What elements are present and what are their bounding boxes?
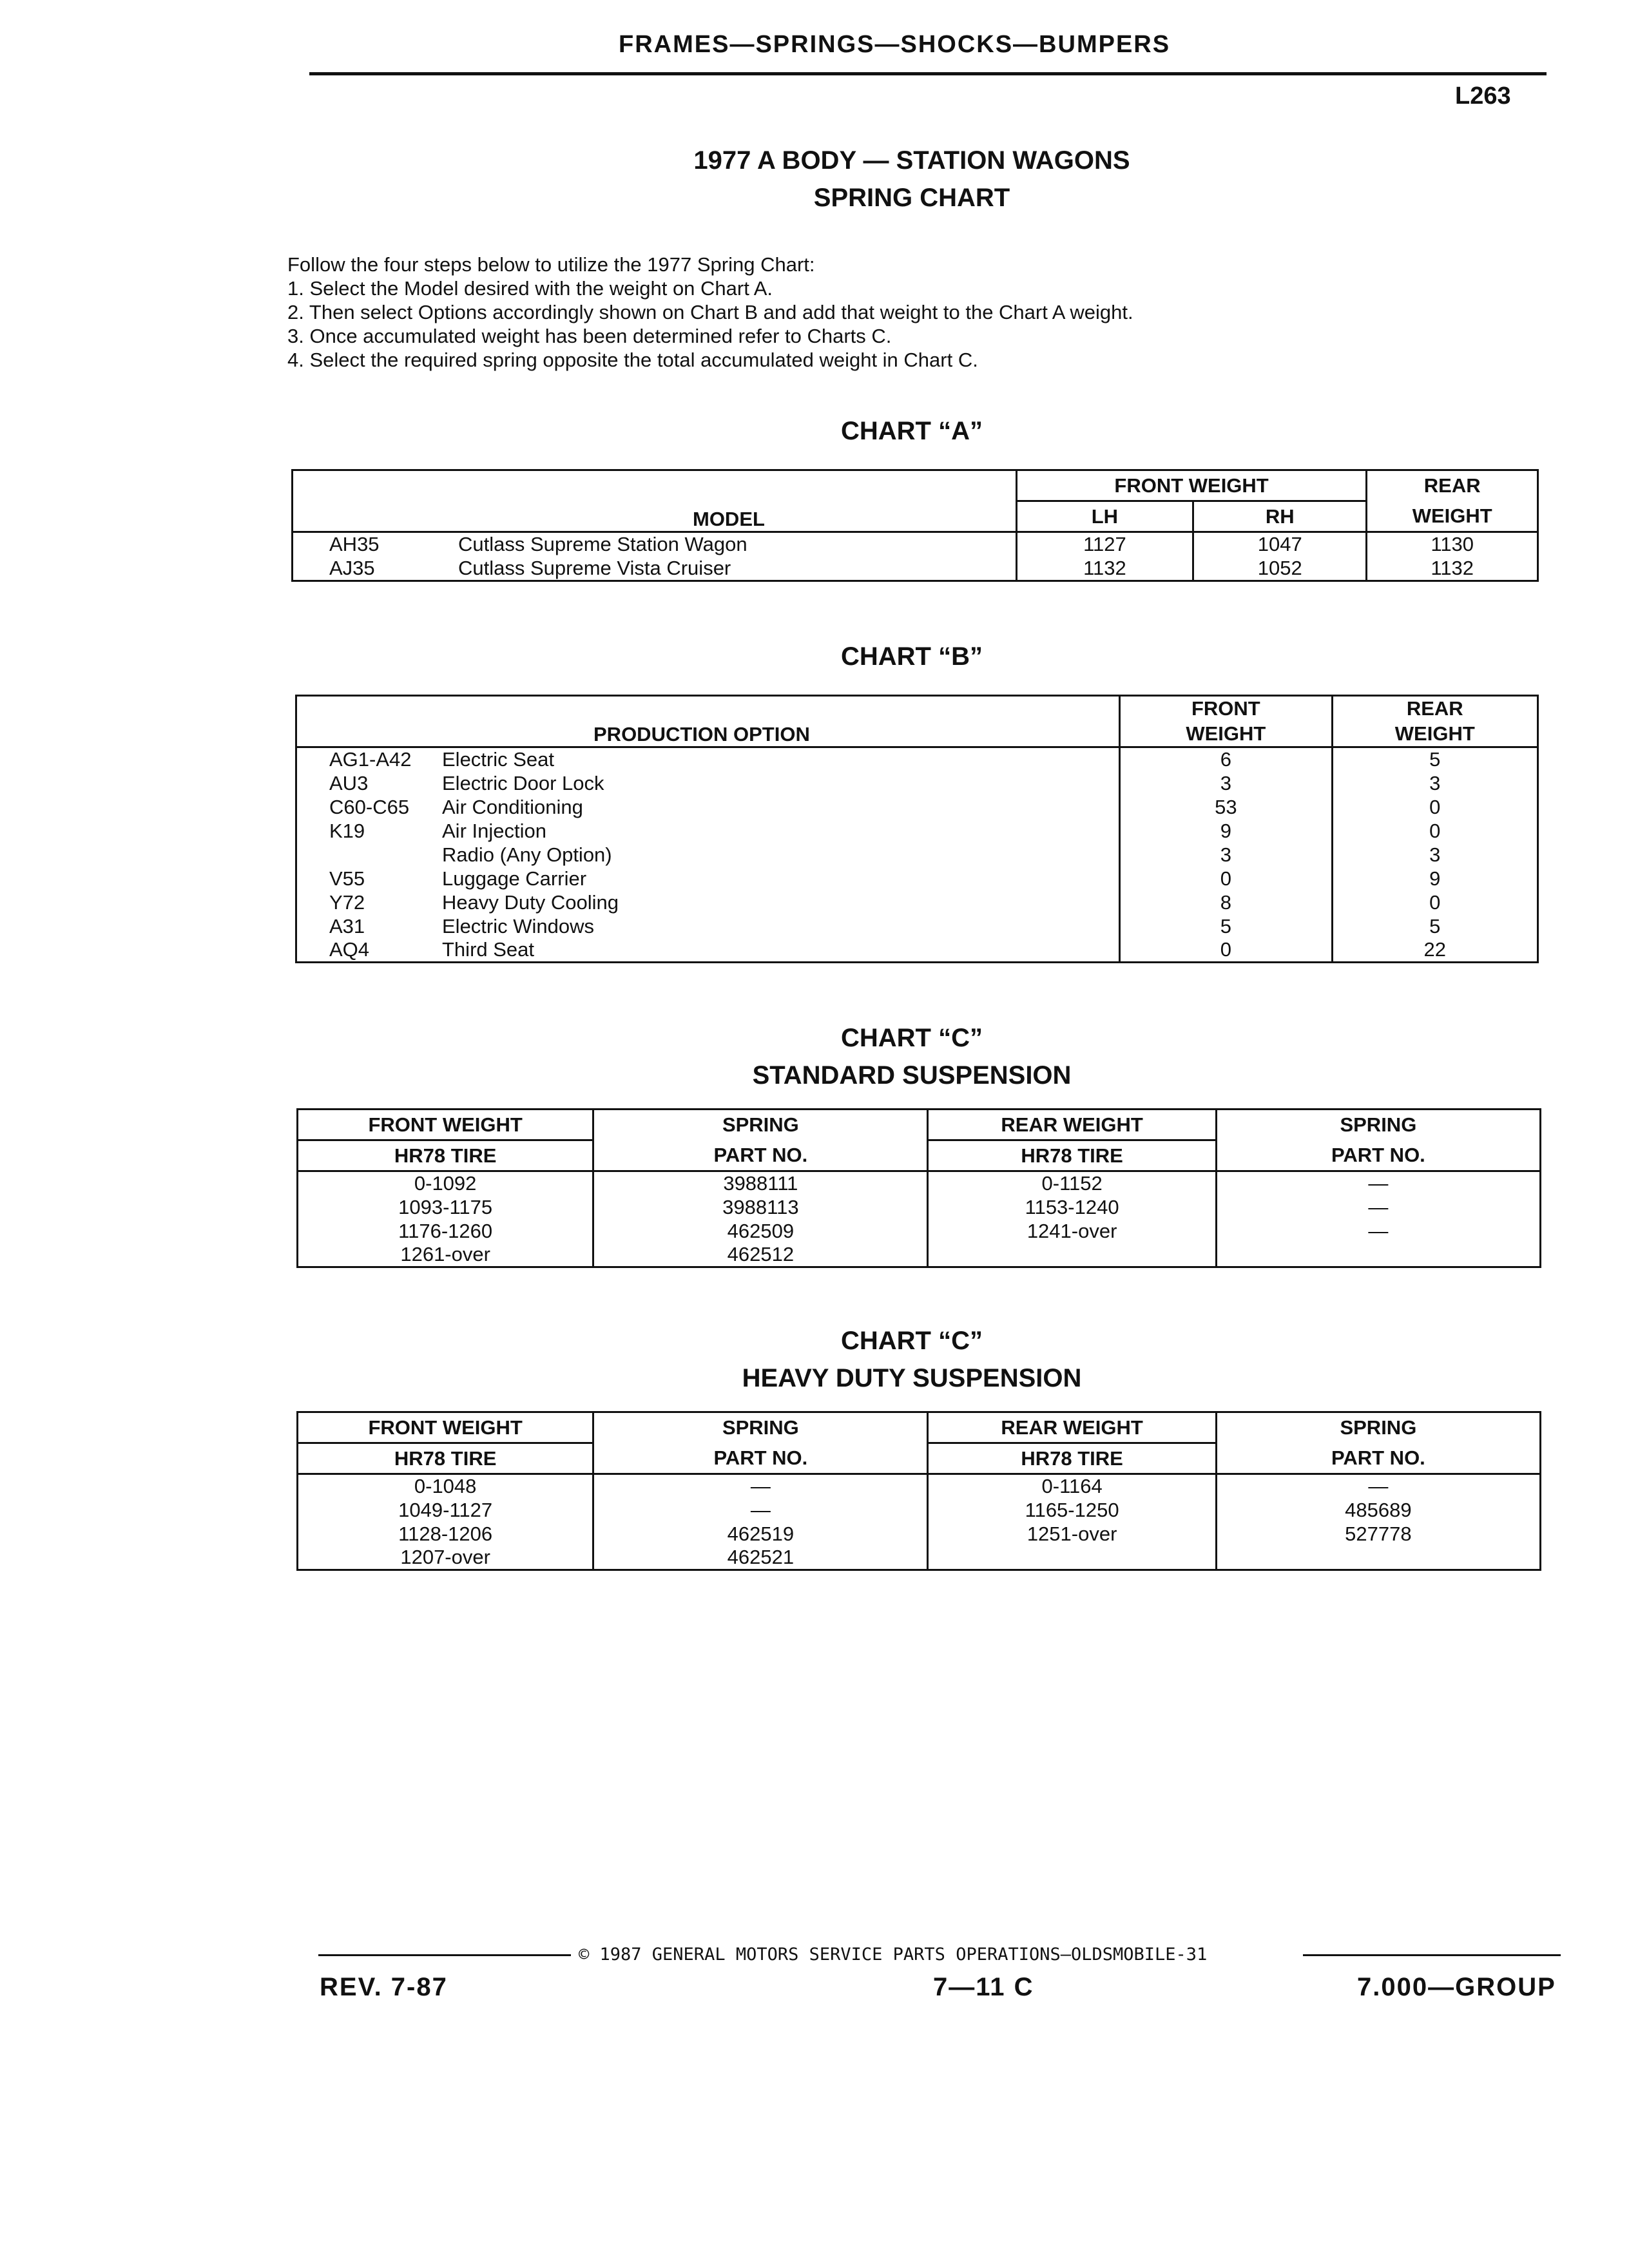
chart-b-code: AU3 xyxy=(329,771,369,794)
chart-a-rear-header-line1: REAR xyxy=(1367,470,1538,501)
chart-c-std-part2-header: PART NO. xyxy=(1216,1140,1540,1171)
chart-b-front-weight: 8 xyxy=(1120,890,1332,914)
document-title xyxy=(0,142,1629,216)
chart-b-rear-weight: 22 xyxy=(1332,938,1537,963)
chart-a-lh: 1132 xyxy=(1016,557,1193,581)
chart-b-rear-weight: 0 xyxy=(1332,795,1537,819)
chart-c-std-front-spring-part: 3988111 xyxy=(593,1171,928,1196)
chart-b-code: V55 xyxy=(329,867,365,890)
chart-c-heavy-table xyxy=(296,1411,1541,1571)
chart-c-hd-rear-weight-range: 1251-over xyxy=(928,1522,1216,1546)
chart-c-std-front-tire-header: HR78 TIRE xyxy=(298,1140,593,1171)
instruction-line: 2. Then select Options accordingly shown on Chart B and add that weight to the Chart A weight. xyxy=(287,301,1133,323)
chart-b-option-name: Third Seat xyxy=(442,938,535,961)
chart-b-option-name: Radio (Any Option) xyxy=(442,843,612,866)
chart-c-std-rear-spring-part: — xyxy=(1216,1171,1540,1196)
chart-b-option-header: PRODUCTION OPTION xyxy=(296,696,1120,747)
chart-a-code: AJ35 xyxy=(329,556,375,579)
chart-c-hd-part-header: PART NO. xyxy=(593,1443,928,1474)
page-code: L263 xyxy=(1455,82,1511,110)
chart-c-standard-title-line1: CHART “C” xyxy=(841,1024,983,1052)
chart-b-rear-weight: 5 xyxy=(1332,747,1537,772)
chart-c-std-front-weight-range: 1261-over xyxy=(298,1243,593,1267)
chart-a-title: CHART “A” xyxy=(841,417,983,445)
chart-b-rear-weight: 9 xyxy=(1332,867,1537,890)
chart-c-std-rear-spring-part: — xyxy=(1216,1219,1540,1243)
chart-c-std-front-spring-part: 462512 xyxy=(593,1243,928,1267)
chart-b-front-header-line2: WEIGHT xyxy=(1120,722,1332,747)
chart-c-std-front-weight-range: 1176-1260 xyxy=(298,1219,593,1243)
table-row xyxy=(296,867,1538,890)
table-row xyxy=(296,938,1538,963)
chart-c-hd-rear-spring-part: 485689 xyxy=(1216,1498,1540,1522)
table-row xyxy=(296,914,1538,938)
table-row xyxy=(296,795,1538,819)
chart-c-hd-front-weight-range: 0-1048 xyxy=(298,1474,593,1499)
chart-a-lh-header: LH xyxy=(1016,501,1193,532)
table-row xyxy=(298,1498,1541,1522)
chart-b-option-name: Electric Windows xyxy=(442,914,594,937)
chart-b-rear-weight: 3 xyxy=(1332,843,1537,867)
chart-c-std-rear-weight-range: 0-1152 xyxy=(928,1171,1216,1196)
chart-b-front-header-line1: FRONT xyxy=(1120,696,1332,722)
chart-c-std-rear-spring-part xyxy=(1216,1243,1540,1267)
chart-c-std-front-weight-range: 1093-1175 xyxy=(298,1195,593,1219)
header-rule xyxy=(309,72,1547,75)
chart-b-code: AQ4 xyxy=(329,938,370,961)
table-row xyxy=(296,843,1538,867)
chart-c-hd-rear-weight-range: 0-1164 xyxy=(928,1474,1216,1499)
footer-rule-right xyxy=(1303,1954,1561,1956)
chart-c-std-front-spring-part: 462509 xyxy=(593,1219,928,1243)
chart-c-hd-front-spring-part: 462519 xyxy=(593,1522,928,1546)
chart-b-code: A31 xyxy=(329,914,365,937)
chart-c-std-part-header: PART NO. xyxy=(593,1140,928,1171)
chart-c-std-spring2-header: SPRING xyxy=(1216,1110,1540,1140)
chart-a-rear-header-line2: WEIGHT xyxy=(1367,501,1538,532)
chart-b-code: AG1-A42 xyxy=(329,748,412,771)
instruction-line: 1. Select the Model desired with the weight on Chart A. xyxy=(287,277,773,300)
document-title-line1: 1977 A BODY — STATION WAGONS xyxy=(693,146,1130,175)
chart-c-std-rear-weight-header: REAR WEIGHT xyxy=(928,1110,1216,1140)
footer-revision: REV. 7-87 xyxy=(320,1973,448,2001)
table-row xyxy=(298,1474,1541,1499)
chart-a-code: AH35 xyxy=(329,533,380,556)
table-row xyxy=(296,890,1538,914)
chart-c-hd-rear-weight-header: REAR WEIGHT xyxy=(928,1412,1216,1443)
chart-c-hd-rear-weight-range: 1165-1250 xyxy=(928,1498,1216,1522)
chart-a-rh-header: RH xyxy=(1193,501,1367,532)
chart-a-model-name: Cutlass Supreme Vista Cruiser xyxy=(458,556,731,579)
chart-b-rear-weight: 5 xyxy=(1332,914,1537,938)
chart-c-hd-front-weight-header: FRONT WEIGHT xyxy=(298,1412,593,1443)
chart-c-hd-front-spring-part: 462521 xyxy=(593,1546,928,1570)
chart-b-option-name: Electric Seat xyxy=(442,748,555,771)
chart-b-option-name: Luggage Carrier xyxy=(442,867,587,890)
chart-c-standard-title xyxy=(0,1019,1629,1094)
chart-c-hd-rear-spring-part: 527778 xyxy=(1216,1522,1540,1546)
chart-b-front-weight: 9 xyxy=(1120,819,1332,843)
chart-c-hd-front-spring-part: — xyxy=(593,1474,928,1499)
chart-b-code: Y72 xyxy=(329,890,365,914)
chart-c-hd-spring-header: SPRING xyxy=(593,1412,928,1443)
table-row xyxy=(296,747,1538,772)
chart-c-std-rear-tire-header: HR78 TIRE xyxy=(928,1140,1216,1171)
chart-b-front-weight: 0 xyxy=(1120,938,1332,963)
chart-b-front-weight: 53 xyxy=(1120,795,1332,819)
section-header-title: FRAMES—SPRINGS—SHOCKS—BUMPERS xyxy=(619,31,1171,58)
chart-a-model-header: MODEL xyxy=(293,470,1017,532)
chart-c-std-rear-spring-part: — xyxy=(1216,1195,1540,1219)
chart-c-heavy-title xyxy=(0,1322,1629,1397)
chart-a-model-name: Cutlass Supreme Station Wagon xyxy=(458,533,747,556)
chart-c-hd-rear-weight-range xyxy=(928,1546,1216,1570)
chart-c-hd-front-weight-range: 1049-1127 xyxy=(298,1498,593,1522)
instruction-line: 4. Select the required spring opposite the total accumulated weight in Chart C. xyxy=(287,349,978,371)
chart-c-hd-rear-spring-part xyxy=(1216,1546,1540,1570)
chart-b-front-weight: 6 xyxy=(1120,747,1332,772)
table-row xyxy=(293,532,1538,557)
chart-b-front-weight: 3 xyxy=(1120,843,1332,867)
table-row xyxy=(296,819,1538,843)
chart-c-hd-front-weight-range: 1128-1206 xyxy=(298,1522,593,1546)
chart-a-rear: 1130 xyxy=(1367,532,1538,557)
table-row xyxy=(298,1195,1541,1219)
chart-a-table xyxy=(291,469,1539,582)
footer-copyright: © 1987 GENERAL MOTORS SERVICE PARTS OPERATIONS—OLDSMOBILE-31 xyxy=(579,1945,1208,1965)
chart-b-code: C60-C65 xyxy=(329,795,410,818)
chart-c-hd-part2-header: PART NO. xyxy=(1216,1443,1540,1474)
chart-c-hd-front-tire-header: HR78 TIRE xyxy=(298,1443,593,1474)
table-row xyxy=(293,557,1538,581)
chart-b-rear-weight: 0 xyxy=(1332,890,1537,914)
chart-a-lh: 1127 xyxy=(1016,532,1193,557)
chart-c-heavy-title-line1: CHART “C” xyxy=(841,1327,983,1355)
chart-c-std-front-spring-part: 3988113 xyxy=(593,1195,928,1219)
chart-c-hd-front-spring-part: — xyxy=(593,1498,928,1522)
chart-b-rear-weight: 3 xyxy=(1332,771,1537,795)
chart-b-option-name: Air Conditioning xyxy=(442,795,583,818)
table-row xyxy=(298,1522,1541,1546)
footer-rule-left xyxy=(318,1954,571,1956)
chart-b-front-weight: 0 xyxy=(1120,867,1332,890)
table-row xyxy=(298,1243,1541,1267)
document-title-line2: SPRING CHART xyxy=(813,184,1010,212)
chart-c-std-rear-weight-range: 1153-1240 xyxy=(928,1195,1216,1219)
chart-b-code: K19 xyxy=(329,819,365,842)
chart-b-option-name: Air Injection xyxy=(442,819,546,842)
chart-c-heavy-title-line2: HEAVY DUTY SUSPENSION xyxy=(742,1364,1082,1392)
chart-b-option-name: Heavy Duty Cooling xyxy=(442,890,619,914)
table-row xyxy=(298,1219,1541,1243)
chart-c-std-rear-weight-range: 1241-over xyxy=(928,1219,1216,1243)
chart-a-rh: 1052 xyxy=(1193,557,1367,581)
chart-c-std-front-weight-header: FRONT WEIGHT xyxy=(298,1110,593,1140)
chart-a-rear: 1132 xyxy=(1367,557,1538,581)
chart-a-rh: 1047 xyxy=(1193,532,1367,557)
chart-c-std-rear-weight-range xyxy=(928,1243,1216,1267)
table-row xyxy=(296,771,1538,795)
chart-c-std-spring-header: SPRING xyxy=(593,1110,928,1140)
chart-c-hd-rear-spring-part: — xyxy=(1216,1474,1540,1499)
footer-page-number: 7—11 C xyxy=(933,1973,1034,2001)
instructions xyxy=(287,253,1133,372)
chart-b-title: CHART “B” xyxy=(841,642,983,671)
instruction-line: 3. Once accumulated weight has been determined refer to Charts C. xyxy=(287,325,892,347)
chart-c-hd-rear-tire-header: HR78 TIRE xyxy=(928,1443,1216,1474)
chart-b-rear-header-line2: WEIGHT xyxy=(1332,722,1537,747)
chart-b-rear-header-line1: REAR xyxy=(1332,696,1537,722)
chart-b-table xyxy=(295,695,1539,963)
instruction-line: Follow the four steps below to utilize the 1977 Spring Chart: xyxy=(287,253,815,276)
chart-c-hd-spring2-header: SPRING xyxy=(1216,1412,1540,1443)
table-row xyxy=(298,1171,1541,1196)
chart-c-standard-table xyxy=(296,1108,1541,1268)
chart-c-standard-title-line2: STANDARD SUSPENSION xyxy=(752,1061,1072,1090)
chart-c-hd-front-weight-range: 1207-over xyxy=(298,1546,593,1570)
chart-b-option-name: Electric Door Lock xyxy=(442,771,604,794)
footer-group: 7.000—GROUP xyxy=(1357,1973,1556,2001)
chart-b-rear-weight: 0 xyxy=(1332,819,1537,843)
chart-a-front-weight-header: FRONT WEIGHT xyxy=(1016,470,1367,501)
table-row xyxy=(298,1546,1541,1570)
chart-b-front-weight: 3 xyxy=(1120,771,1332,795)
chart-c-std-front-weight-range: 0-1092 xyxy=(298,1171,593,1196)
chart-b-front-weight: 5 xyxy=(1120,914,1332,938)
